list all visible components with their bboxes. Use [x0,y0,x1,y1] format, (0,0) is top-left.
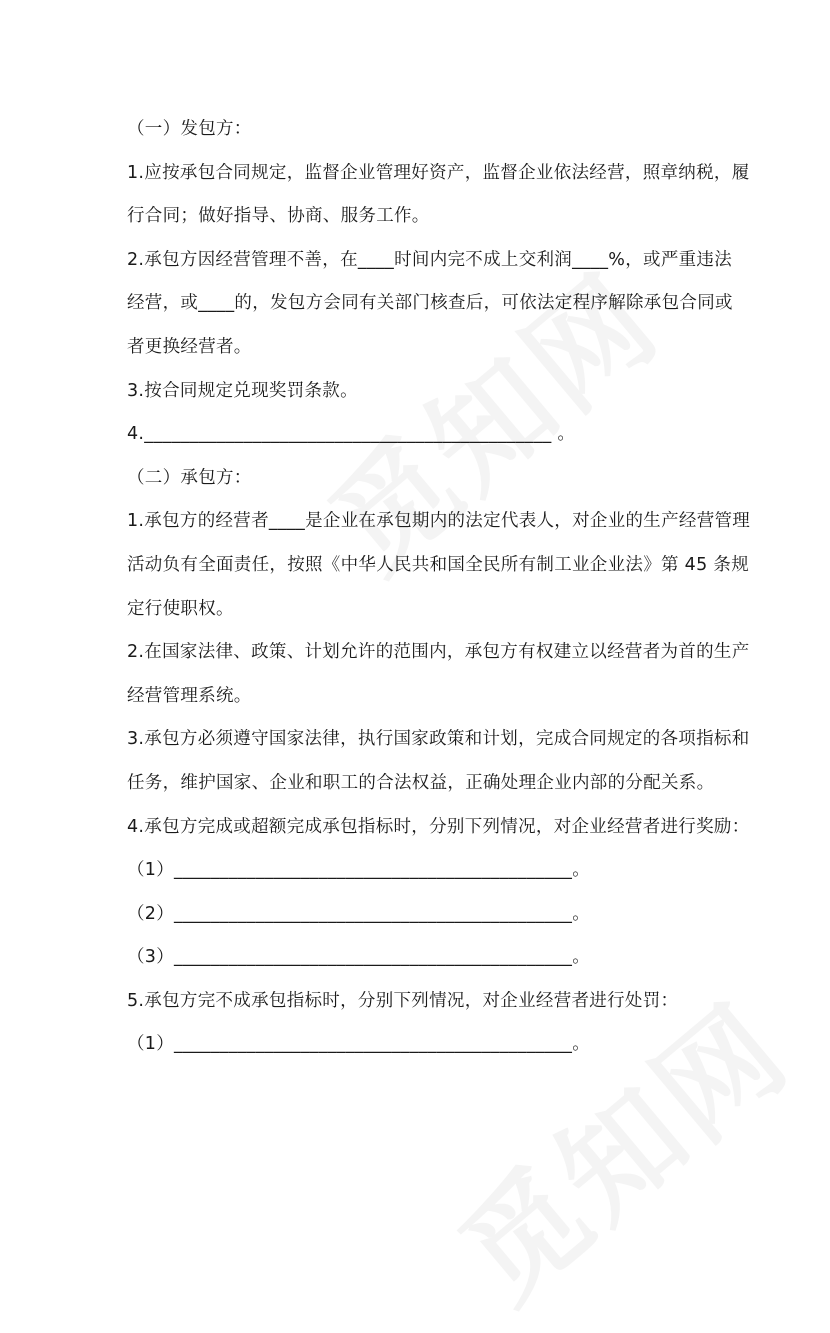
section-heading-contractor: （二）承包方： [127,467,252,488]
document-body [127,108,751,1067]
list-item-line: （1）____________________________________________。 [127,860,591,881]
list-item-line: （2）____________________________________________。 [127,903,591,924]
paragraph-line: 2.承包方因经营管理不善，在____时间内完不成上交利润____%，或严重违法 [127,249,733,270]
paragraph-line: 5.承包方完不成承包指标时，分别下列情况，对企业经营者进行处罚： [127,990,679,1011]
paragraph-line: 4._____________________________________________ 。 [127,424,576,445]
list-item-line: （3）____________________________________________。 [127,947,591,968]
paragraph-line: 经营管理系统。 [127,685,252,706]
paragraph-line: 定行使职权。 [127,598,234,619]
paragraph-line: 任务，维护国家、企业和职工的合法权益，正确处理企业内部的分配关系。 [127,772,715,793]
paragraph-line: 2.在国家法律、政策、计划允许的范围内，承包方有权建立以经营者为首的生产 [127,642,750,663]
paragraph-line: 行合同；做好指导、协商、服务工作。 [127,206,430,227]
paragraph-line: 4.承包方完成或超额完成承包指标时，分别下列情况，对企业经营者进行奖励： [127,816,750,837]
paragraph-line: 1.承包方的经营者____是企业在承包期内的法定代表人，对企业的生产经营管理 [127,511,751,532]
list-item-line: （1）____________________________________________。 [127,1034,591,1055]
section-heading-issuer: （一）发包方： [127,119,252,139]
paragraph-line: 经营，或____的，发包方会同有关部门核查后，可依法定程序解除承包合同或 [127,293,733,314]
paragraph-line: 3.承包方必须遵守国家法律，执行国家政策和计划，完成合同规定的各项指标和 [127,729,750,750]
paragraph-line: 1.应按承包合同规定，监督企业管理好资产，监督企业依法经营，照章纳税，履 [127,162,750,183]
paragraph-line: 3.按合同规定兑现奖罚条款。 [127,380,358,401]
paragraph-line: 者更换经营者。 [127,336,252,357]
paragraph-line: 活动负有全面责任，按照《中华人民共和国全民所有制工业企业法》第 45 条规 [127,554,749,575]
